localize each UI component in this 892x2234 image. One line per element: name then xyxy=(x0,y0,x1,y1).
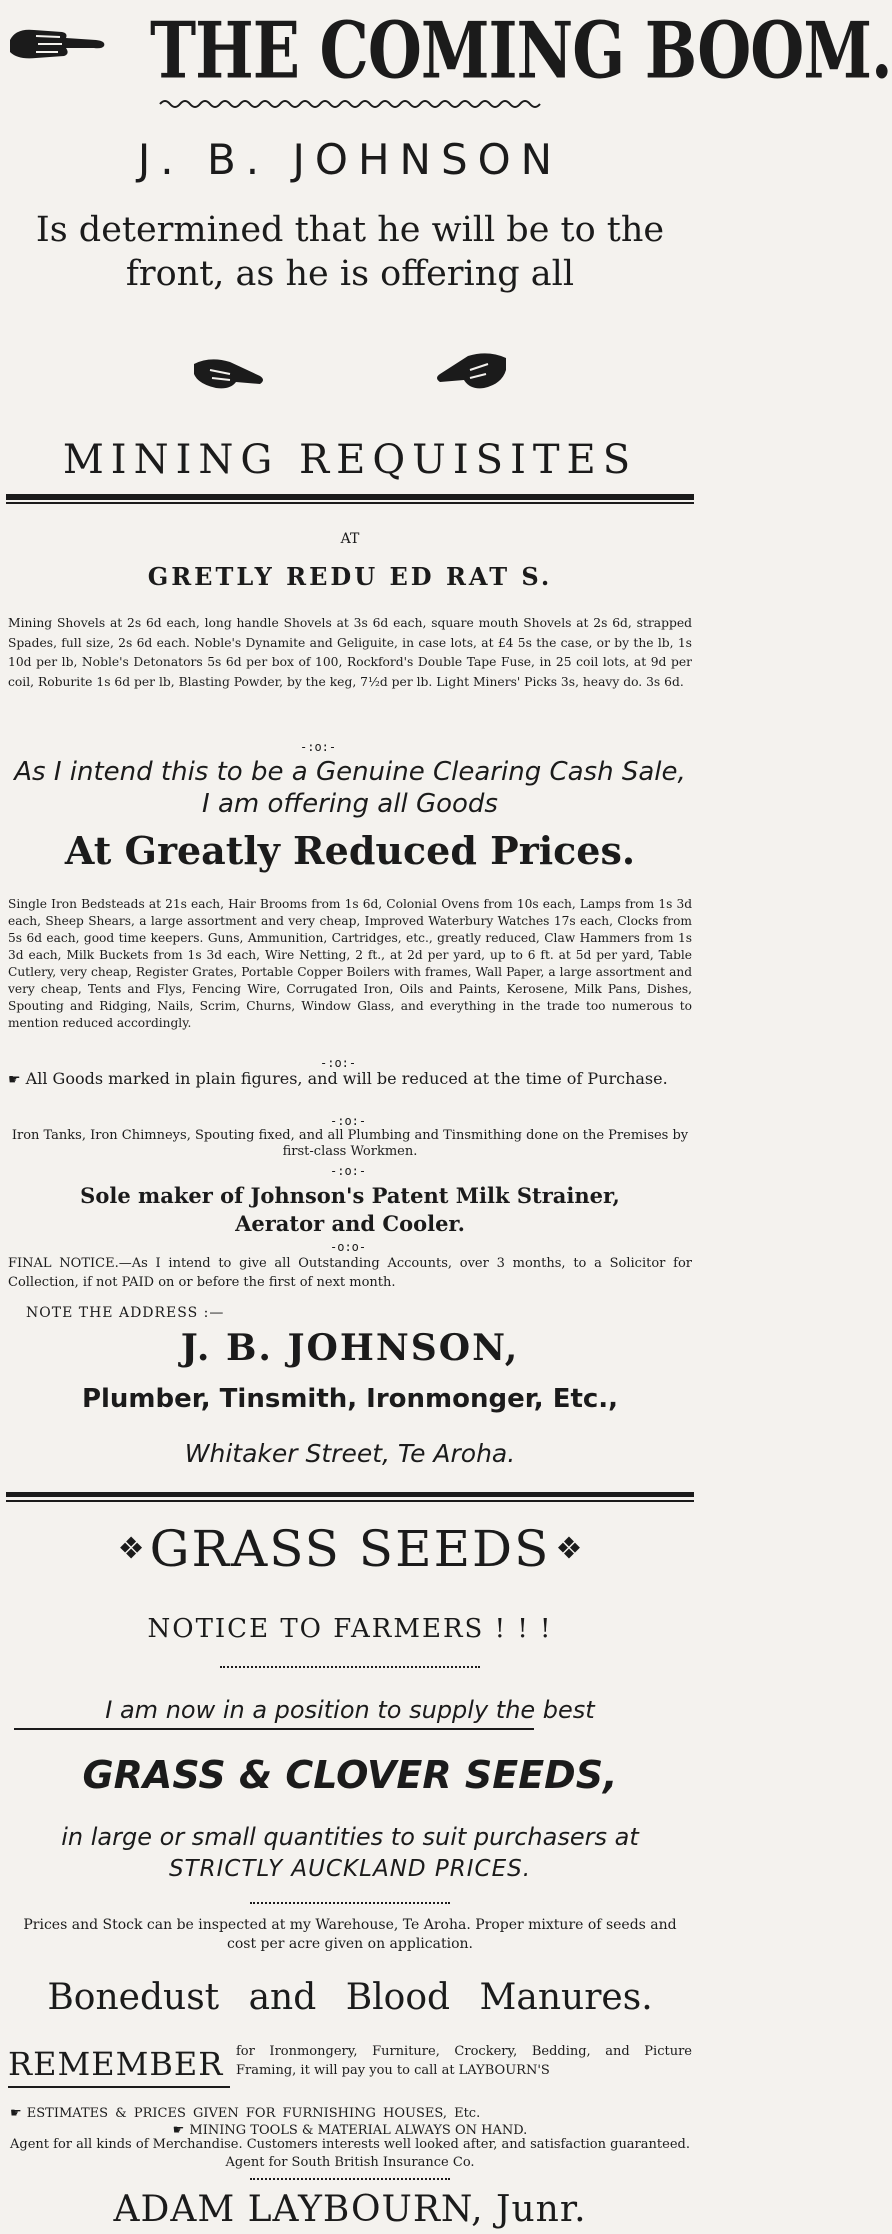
quantities-line: in large or small quantities to suit purchasers at xyxy=(61,1823,639,1851)
warehouse-notice: Prices and Stock can be inspected at my Warehouse, Te Aroha. Proper mixture of seeds and cost per acre given on application. xyxy=(23,1917,677,1952)
tagline: Is determined that he will be to the front, as he is offering all xyxy=(35,210,665,294)
remember-underline xyxy=(8,2086,230,2088)
reduced-prices: At Greatly Reduced Prices. xyxy=(64,828,636,873)
fleuron-icon: ❖ xyxy=(555,1531,583,1567)
at-label: AT xyxy=(340,531,360,547)
separator: -o:o- xyxy=(330,1240,367,1254)
dotted-rule xyxy=(250,1902,450,1904)
separator: -:o:- xyxy=(300,740,337,754)
signature: ADAM LAYBOURN, Junr. xyxy=(113,2189,587,2230)
farmers-notice: NOTICE TO FARMERS ! ! ! xyxy=(147,1614,553,1644)
pointing-hand-icon xyxy=(428,348,510,394)
pointing-hand-icon xyxy=(6,18,114,68)
milk-strainer: Sole maker of Johnson's Patent Milk Strainer, Aerator and Cooler. xyxy=(80,1183,620,1236)
plumbing-notice: Iron Tanks, Iron Chimneys, Spouting fixed, and all Plumbing and Tinsmithing done on the Premises by first-class Workmen. xyxy=(11,1128,689,1159)
remember-block xyxy=(8,2040,692,2092)
mining-title: MINING REQUISITES xyxy=(62,437,638,483)
clover-seeds: GRASS & CLOVER SEEDS, xyxy=(82,1753,618,1797)
pointing-hand-icon: ☛ xyxy=(10,2106,22,2121)
manures: Bonedust and Blood Manures. xyxy=(47,1977,653,2018)
ad-divider xyxy=(6,1492,694,1497)
pointing-hand-icon xyxy=(190,352,270,394)
plain-figures-text: All Goods marked in plain figures, and will be reduced at the time of Purchase. xyxy=(25,1069,668,1088)
separator: -:o:- xyxy=(330,1114,367,1128)
agent-notice: Agent for all kinds of Merchandise. Customers interests well looked after, and satisfaction guaranteed. Agent for South British Insurance Co. xyxy=(10,2137,690,2170)
underline-rule xyxy=(14,1728,534,1730)
estimates-text: ESTIMATES & PRICES GIVEN FOR FURNISHING HOUSES, Etc. xyxy=(26,2106,481,2121)
dotted-rule xyxy=(220,1666,480,1668)
separator: -:o:- xyxy=(330,1164,367,1178)
goods-list: Single Iron Bedsteads at 21s each, Hair Brooms from 1s 6d, Colonial Ovens from 10s each, Lamps from 1s 3d each, Sheep Shears, a large assortment and very cheap, Improved Waterbury Watches 17s each, Clocks from 5s 6d each, good time keepers. Guns, Ammunition, Cartridges, etc., greatly reduced, Claw Hammers from 1s 3d each, Milk Buckets from 1s 3d each, Wire Netting, 2 ft., at 2d per yard, up to 6 ft. at 5d per yard, Table Cutlery, very cheap, Register Grates, Portable Copper Boilers with frames, Wall Paper, a large assortment and very cheap, Tents and Flys, Fencing Wire, Corrugated Iron, Oils and Paints, Kerosene, Milk Pans, Dishes, Spouting and Ridging, Nails, Scrim, Churns, Window Glass, and everything in the trade too numerous to mention reduced accordingly. xyxy=(8,897,692,1030)
mining-prices: Mining Shovels at 2s 6d each, long handle Shovels at 3s 6d each, square mouth Shovels at 2s 6d, strapped Spades, full size, 2s 6d each. Noble's Dynamite and Geliguite, in case lots, at £4 5s the case, or by the lb, 1s 10d per lb, Noble's Detonators 5s 6d per box of 100, Rockford's Double Tape Fuse, in 25 coil lots, at 9d per coil, Roburite 1s 6d per lb, Blasting Powder, by the keg, 7½d per lb. Light Miners' Picks 3s, heavy do. 3s 6d. xyxy=(8,616,692,689)
street-address: Whitaker Street, Te Aroha. xyxy=(184,1439,516,1468)
auckland-prices: STRICTLY AUCKLAND PRICES. xyxy=(168,1856,532,1882)
wavy-rule xyxy=(160,98,540,110)
business-name: J. B. JOHNSON xyxy=(137,135,563,184)
note-address: NOTE THE ADDRESS :— xyxy=(26,1305,225,1321)
clearing-sale-line2: I am offering all Goods xyxy=(202,789,498,819)
clearing-sale-line1: As I intend this to be a Genuine Clearing Cash Sale, xyxy=(14,757,686,787)
fleuron-icon: ❖ xyxy=(117,1531,145,1567)
remember-text: for Ironmongery, Furniture, Crockery, Bedding, and Picture Framing, it will pay you to call at LAYBOURN'S xyxy=(236,2044,692,2078)
plain-figures-notice xyxy=(8,1068,692,1090)
headline-block xyxy=(0,0,892,96)
thick-rule xyxy=(6,494,694,500)
pointing-hand-icon: ☛ xyxy=(8,1072,21,1088)
footer-name: J. B. JOHNSON, xyxy=(180,1327,520,1369)
remember-label: REMEMBER xyxy=(8,2045,224,2083)
ad-divider-thin xyxy=(6,1500,694,1502)
rates-line: GRETLY REDU ED RAT S. xyxy=(147,562,553,591)
grass-seeds-title: GRASS SEEDS xyxy=(149,1520,551,1578)
thin-rule xyxy=(6,502,694,504)
position-line: I am now in a position to supply the best xyxy=(105,1696,595,1724)
dotted-rule xyxy=(250,2178,450,2180)
trades: Plumber, Tinsmith, Ironmonger, Etc., xyxy=(81,1384,619,1414)
separator: -:o:- xyxy=(320,1056,357,1070)
grass-seeds-heading xyxy=(0,1520,700,1578)
pointing-hand-icon: ☛ xyxy=(172,2123,185,2138)
headline: THE COMING BOOM. xyxy=(150,4,892,96)
final-notice: FINAL NOTICE.—As I intend to give all Outstanding Accounts, over 3 months, to a Solicitor for Collection, if not PAID on or before the first of next month. xyxy=(8,1256,692,1290)
mining-tools-text: MINING TOOLS & MATERIAL ALWAYS ON HAND. xyxy=(189,2123,528,2138)
